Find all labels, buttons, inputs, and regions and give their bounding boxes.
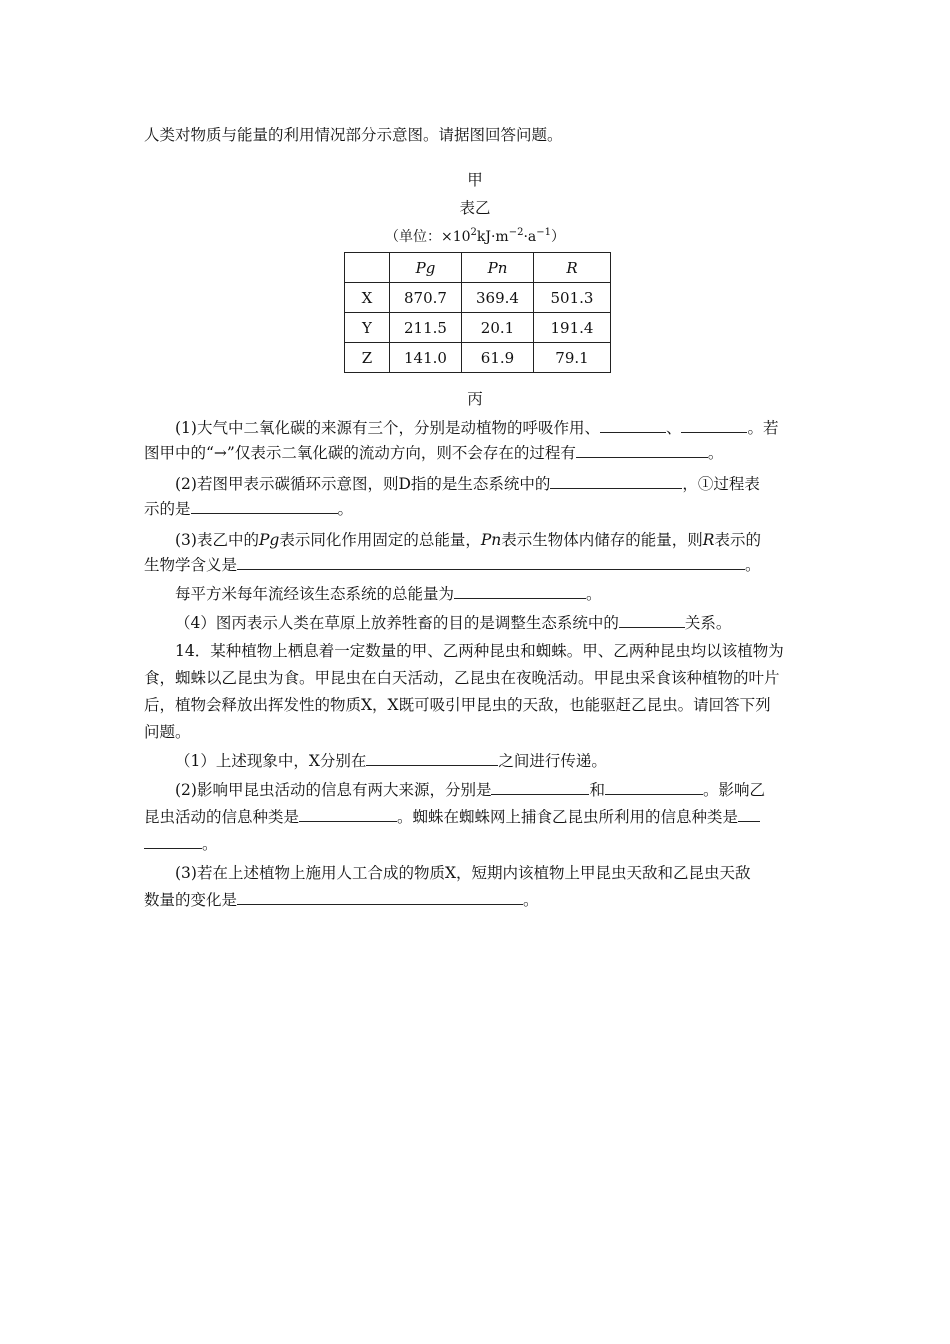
q14-part3-line1: (3)若在上述植物上施用人工合成的物质X，短期内该植物上甲昆虫天敌和乙昆虫天敌 — [175, 864, 751, 882]
q14-part2-line2: 昆虫活动的信息种类是 。蜘蛛在蜘蛛网上捕食乙昆虫所利用的信息种类是 — [144, 806, 810, 828]
table-cell: X — [345, 283, 390, 313]
table-cell: 369.4 — [462, 283, 534, 313]
table-header-cell: Pg — [390, 253, 462, 283]
answer-blank[interactable] — [550, 473, 682, 489]
table-cell: 141.0 — [390, 343, 462, 373]
table-header-cell: Pn — [462, 253, 534, 283]
intro-text: 人类对物质与能量的利用情况部分示意图。请据图回答问题。 — [144, 126, 563, 144]
table-cell: 61.9 — [462, 343, 534, 373]
table-cell: 211.5 — [390, 313, 462, 343]
answer-blank[interactable] — [299, 806, 397, 822]
q13-part1-line1: (1)大气中二氧化碳的来源有三个，分别是动植物的呼吸作用、 、 。若 — [175, 419, 779, 437]
table-row — [345, 343, 611, 373]
q13-part1-line2: 图甲中的“→”仅表示二氧化碳的流动方向，则不会存在的过程有 。 — [144, 444, 724, 462]
table-header-cell: R — [534, 253, 611, 283]
q14-stem-line4: 问题。 — [144, 723, 191, 741]
q14-part2-line1: (2)影响甲昆虫活动的信息有两大来源，分别是 和 。影响乙 — [175, 781, 765, 799]
energy-table — [344, 252, 611, 373]
q14-stem-line1: 14．某种植物上栖息着一定数量的甲、乙两种昆虫和蜘蛛。甲、乙两种昆虫均以该植物为 — [175, 642, 784, 660]
table-unit: （单位：$\times 10^2kJ\cdot m^{-2}\cdot a^{-1}$） — [384, 227, 566, 245]
answer-blank[interactable] — [619, 612, 685, 628]
answer-blank[interactable] — [191, 498, 338, 514]
table-cell: 20.1 — [462, 313, 534, 343]
table-cell: Z — [345, 343, 390, 373]
q13-part3-line1: (3)表乙中的Pg表示同化作用固定的总能量，Pn表示生物体内储存的能量，则R表示的 — [175, 531, 761, 549]
answer-blank[interactable] — [366, 750, 498, 766]
table-cell: 870.7 — [390, 283, 462, 313]
q14-part1: （1）上述现象中，X分别在 之间进行传递。 — [175, 752, 607, 770]
q13-part2-line2: 示的是 。 — [144, 500, 354, 518]
q14-stem-line3: 后，植物会释放出挥发性的物质X，X既可吸引甲昆虫的天敌，也能驱赶乙昆虫。请回答下列 — [144, 696, 771, 714]
figure-bing-caption: 丙 — [467, 390, 483, 408]
q13-part2-line1: (2)若图甲表示碳循环示意图，则D指的是生态系统中的 ，①过程表 — [175, 475, 760, 493]
q13-part3-line2: 生物学含义是 。 — [144, 556, 761, 574]
q14-part3-line2: 数量的变化是 。 — [144, 891, 539, 909]
table-header-cell — [345, 253, 390, 283]
q13-part3-line3: 每平方米每年流经该生态系统的总能量为 。 — [175, 585, 602, 603]
answer-blank[interactable] — [605, 779, 703, 795]
q14-part2-line3: 。 — [144, 833, 810, 855]
table-cell: 79.1 — [534, 343, 611, 373]
table-cell: 191.4 — [534, 313, 611, 343]
table-cell: 501.3 — [534, 283, 611, 313]
table-row — [345, 283, 611, 313]
figure-jia-caption: 甲 — [467, 171, 483, 189]
answer-blank[interactable] — [454, 583, 586, 599]
table-header-row — [345, 253, 611, 283]
table-cell: Y — [345, 313, 390, 343]
answer-blank[interactable] — [738, 806, 760, 822]
q14-stem-line2: 食，蜘蛛以乙昆虫为食。甲昆虫在白天活动，乙昆虫在夜晚活动。甲昆虫采食该种植物的叶片 — [144, 669, 780, 687]
answer-blank[interactable] — [600, 417, 666, 433]
q13-part4: （4）图丙表示人类在草原上放养牲畜的目的是调整生态系统中的 关系。 — [175, 614, 732, 632]
answer-blank[interactable] — [237, 889, 523, 905]
answer-blank[interactable] — [576, 442, 708, 458]
table-row — [345, 313, 611, 343]
answer-blank[interactable] — [491, 779, 589, 795]
answer-blank[interactable] — [681, 417, 747, 433]
table-title: 表乙 — [459, 199, 491, 217]
answer-blank[interactable] — [144, 833, 202, 849]
answer-blank[interactable] — [237, 554, 745, 570]
